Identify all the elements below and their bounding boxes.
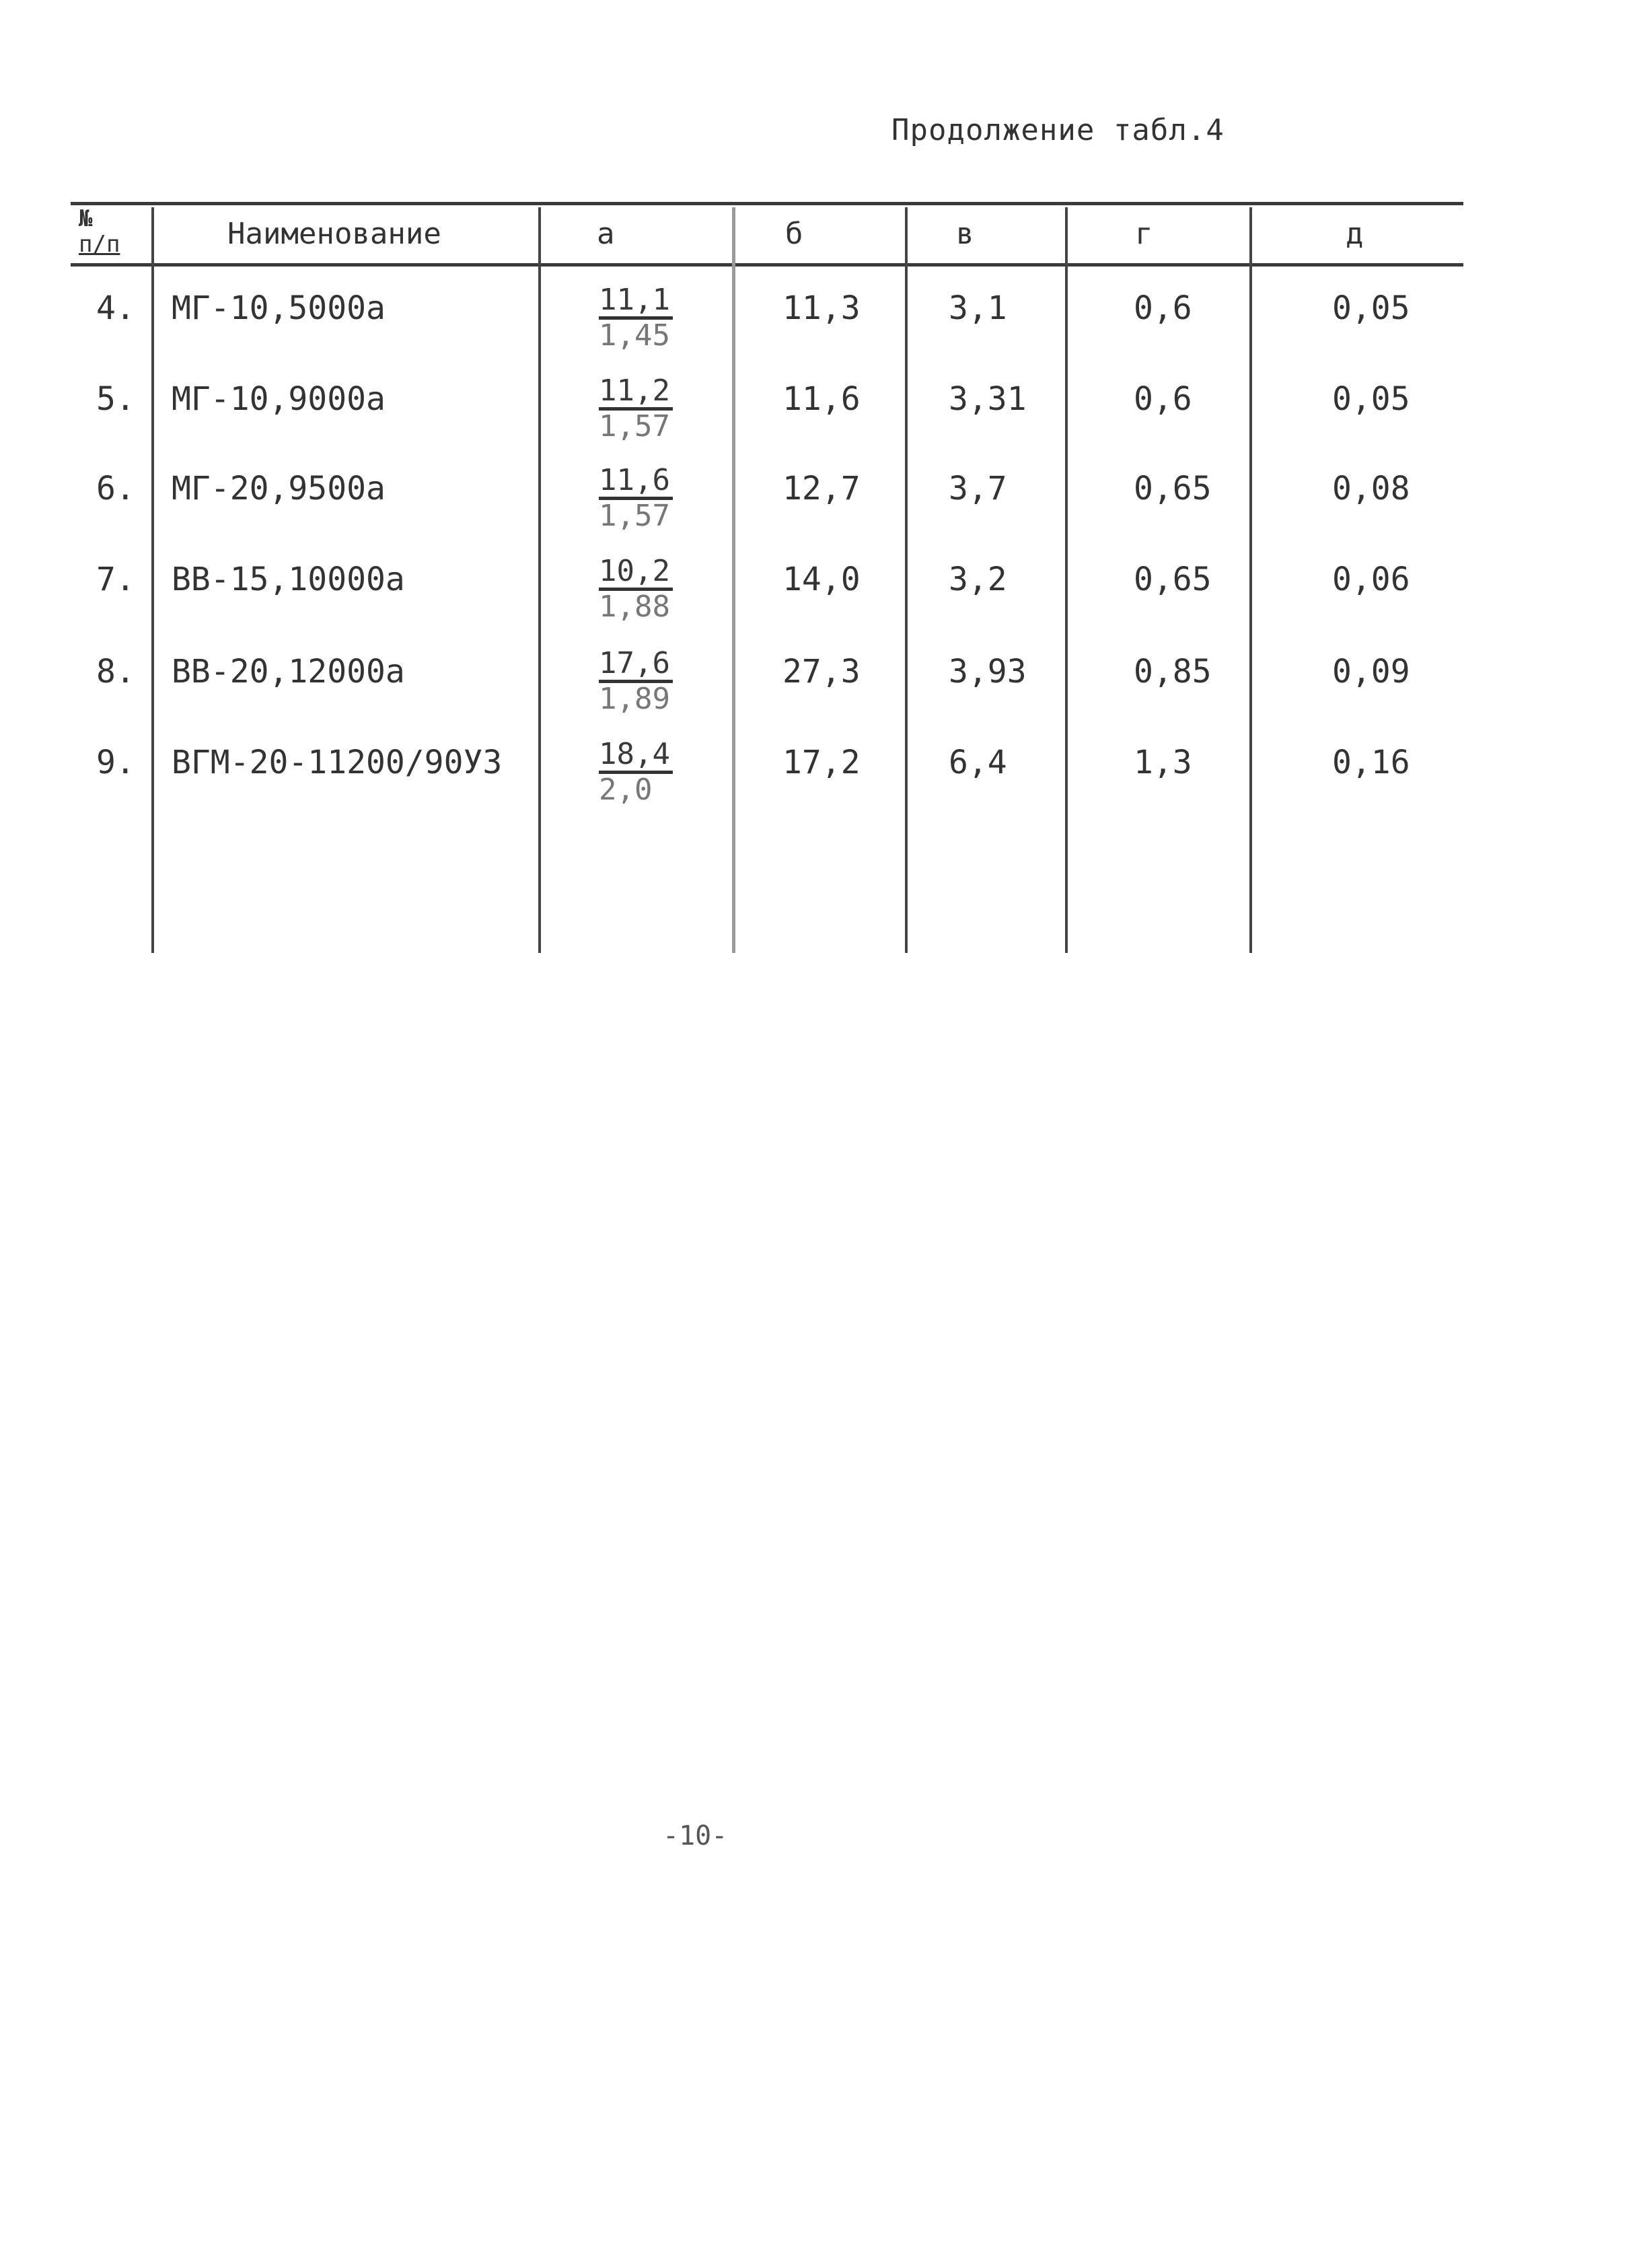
table-top-rule: [71, 202, 1463, 205]
row-number: 4.: [96, 289, 135, 327]
row-a-fraction: [599, 374, 693, 444]
row-d: 0,16: [1332, 744, 1410, 781]
row-g: 0,6: [1134, 380, 1192, 418]
table-caption: Продолжение табл.4: [891, 113, 1225, 147]
row-number: 5.: [96, 380, 135, 418]
row-a-numerator: 17,6: [599, 649, 673, 683]
row-d: 0,06: [1332, 561, 1410, 598]
row-a-fraction: [599, 463, 693, 533]
header-b: б: [785, 217, 803, 251]
row-a-numerator: 11,6: [599, 466, 673, 500]
row-number: 7.: [96, 561, 135, 598]
row-a-fraction: [599, 646, 693, 716]
page-number: -10-: [663, 1820, 728, 1851]
row-number: 6.: [96, 470, 135, 507]
header-name: Наименование: [227, 217, 441, 251]
row-name: ВВ-20,12000а: [172, 653, 405, 690]
row-name: МГ-20,9500а: [172, 470, 386, 507]
table-row: [71, 463, 1463, 557]
row-v: 3,31: [949, 380, 1027, 418]
row-name: МГ-10,9000а: [172, 380, 386, 418]
row-d: 0,05: [1332, 380, 1410, 418]
row-v: 3,2: [949, 561, 1007, 598]
row-a-numerator: 18,4: [599, 740, 673, 774]
row-a-denominator: 1,57: [599, 409, 670, 444]
table-row: [71, 737, 1463, 831]
row-a-denominator: 1,57: [599, 499, 670, 533]
table-row: [71, 374, 1463, 468]
row-g: 0,85: [1134, 653, 1212, 690]
row-b: 12,7: [782, 470, 861, 507]
row-a-denominator: 1,45: [599, 318, 670, 353]
row-v: 6,4: [949, 744, 1007, 781]
row-a-fraction: [599, 737, 693, 807]
row-b: 11,6: [782, 380, 861, 418]
row-v: 3,1: [949, 289, 1007, 327]
row-a-fraction: [599, 285, 693, 351]
row-a-denominator: 1,88: [599, 590, 670, 624]
row-v: 3,7: [949, 470, 1007, 507]
row-d: 0,08: [1332, 470, 1410, 507]
row-number: 9.: [96, 744, 135, 781]
row-b: 11,3: [782, 289, 861, 327]
row-g: 0,65: [1134, 470, 1212, 507]
row-v: 3,93: [949, 653, 1027, 690]
header-a: а: [597, 217, 615, 251]
header-number: [79, 206, 120, 257]
row-g: 1,3: [1134, 744, 1192, 781]
header-number-label: п/п: [79, 231, 120, 258]
row-g: 0,65: [1134, 561, 1212, 598]
row-d: 0,05: [1332, 289, 1410, 327]
row-a-numerator: 10,2: [599, 557, 673, 591]
header-d: д: [1346, 217, 1364, 251]
table-row: [71, 283, 1463, 377]
table-row: [71, 554, 1463, 648]
row-a-numerator: 11,1: [599, 285, 673, 320]
row-a-denominator: 1,89: [599, 682, 670, 716]
row-a-denominator: 2,0: [599, 773, 653, 807]
row-b: 17,2: [782, 744, 861, 781]
row-name: ВВ-15,10000а: [172, 561, 405, 598]
row-d: 0,09: [1332, 653, 1410, 690]
row-name: МГ-10,5000а: [172, 289, 386, 327]
row-b: 14,0: [782, 561, 861, 598]
row-name: ВГМ-20-11200/90У3: [172, 744, 503, 781]
header-bottom-rule: [71, 263, 1463, 267]
table-row: [71, 646, 1463, 740]
row-number: 8.: [96, 653, 135, 690]
header-v: в: [956, 217, 974, 251]
row-a-fraction: [599, 554, 693, 624]
header-g: г: [1135, 217, 1153, 251]
row-g: 0,6: [1134, 289, 1192, 327]
row-b: 27,3: [782, 653, 861, 690]
row-a-numerator: 11,2: [599, 376, 673, 411]
header-number-sign: №: [79, 205, 93, 232]
